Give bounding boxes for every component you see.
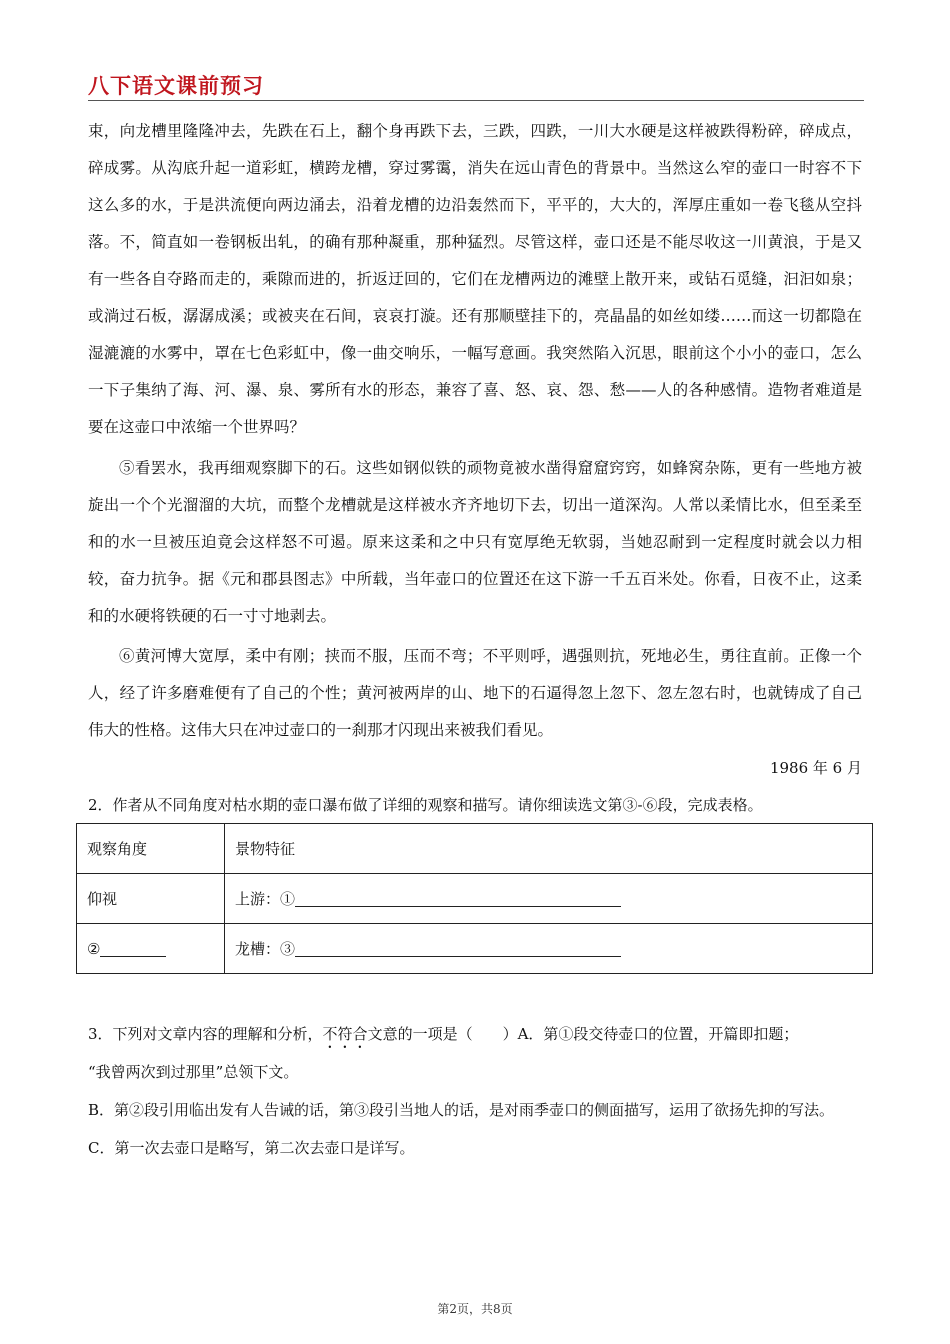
header-cell-feature: 景物特征: [225, 824, 873, 874]
cell-angle-2: [77, 924, 225, 974]
question-3-option-c: C．第一次去壶口是略写，第二次去壶口是详写。: [88, 1139, 415, 1157]
answer-blank-2[interactable]: [100, 940, 166, 957]
table-header-row: [77, 824, 873, 874]
question-2-stem: 2．作者从不同角度对枯水期的壶口瀑布做了详细的观察和描写。请你细读选文第③-⑥段，完成表格。: [88, 796, 763, 814]
stem-text-before: 3．下列对文章内容的理解和分析，: [88, 1025, 323, 1043]
observation-table: [76, 823, 873, 974]
answer-blank-3[interactable]: [295, 940, 621, 957]
question-3-stem: [88, 1015, 862, 1053]
cell-angle-1: 仰视: [77, 874, 225, 924]
stem-text-after: 文意的一项是（ ）A．第①段交待壶口的位置，开篇即扣题；: [367, 1025, 799, 1043]
question-3-stem-line2: “我曾两次到过那里”总领下文。: [88, 1063, 299, 1081]
answer-blank-1[interactable]: [295, 890, 621, 907]
angle-label-2: ②: [87, 939, 101, 958]
passage-date: 1986 年 6 月: [769, 759, 862, 777]
stem-emphasis: 不符合: [322, 1025, 368, 1043]
cell-feature-1: [225, 874, 873, 924]
passage-paragraph-6: ⑥黄河博大宽厚，柔中有刚；挟而不服，压而不弯；不平则呼，遇强则抗，死地必生，勇往直前。正像一个人，经了许多磨难便有了自己的个性；黄河被两岸的山、地下的石逼得忽上忽下、忽左忽右时，也就铸成了自己伟大的性格。这伟大只在冲过壶口的一刹那才闪现出来被我们看见。: [88, 647, 862, 739]
passage-paragraph-5: ⑤看罢水，我再细观察脚下的石。这些如钢似铁的顽物竟被水凿得窟窟窍窍，如蜂窝杂陈，更有一些地方被旋出一个个光溜溜的大坑，而整个龙槽就是这样被水齐齐地切下去，切出一道深沟。人常以柔情比水，但至柔至和的水一旦被压迫竟会这样怒不可遏。原来这柔和之中只有宽厚绝无软弱，当她忍耐到一定程度时就会以力相较，奋力抗争。据《元和郡县图志》中所载，当年壶口的位置还在这下游一千五百米处。你看，日夜不止，这柔和的水硬将铁硬的石一寸寸地剥去。: [88, 459, 862, 625]
feature-label-1: 上游：①: [235, 890, 296, 908]
cell-feature-2: [225, 924, 873, 974]
table-row: [77, 924, 873, 974]
page-footer: 第2页，共8页: [437, 1302, 513, 1316]
page-header: [88, 70, 864, 101]
feature-label-2: 龙槽：③: [235, 940, 296, 958]
question-3-option-b: B．第②段引用临出发有人告诫的话，第③段引当地人的话，是对雨季壶口的侧面描写，运用了欲扬先抑的写法。: [88, 1101, 835, 1119]
question-3: [88, 1015, 862, 1167]
header-cell-angle: 观察角度: [77, 824, 225, 874]
header-title: 八下语文课前预习: [88, 74, 264, 98]
passage-paragraph-continued: 束，向龙槽里隆隆冲去，先跌在石上，翻个身再跌下去，三跌，四跌，一川大水硬是这样被跌得粉碎，碎成点，碎成雾。从沟底升起一道彩虹，横跨龙槽，穿过雾霭，消失在远山青色的背景中。当然这么窄的壶口一时容不下这么多的水，于是洪流便向两边涌去，沿着龙槽的边沿轰然而下，平平的，大大的，浑厚庄重如一卷飞毯从空抖落。不，简直如一卷钢板出轧，的确有那种凝重，那种猛烈。尽管这样，壶口还是不能尽收这一川黄浪，于是又有一些各自夺路而走的，乘隙而进的，折返迂回的，它们在龙槽两边的滩壁上散开来，或钻石觅缝，汩汩如泉；或淌过石板，潺潺成溪；或被夹在石间，哀哀打漩。还有那顺壁挂下的，亮晶晶的如丝如缕……而这一切都隐在湿漉漉的水雾中，罩在七色彩虹中，像一曲交响乐，一幅写意画。我突然陷入沉思，眼前这个小小的壶口，怎么一下子集纳了海、河、瀑、泉、雾所有水的形态，兼容了喜、怒、哀、怨、愁——人的各种感情。造物者难道是要在这壶口中浓缩一个世界吗？: [88, 122, 862, 436]
table-row: [77, 874, 873, 924]
